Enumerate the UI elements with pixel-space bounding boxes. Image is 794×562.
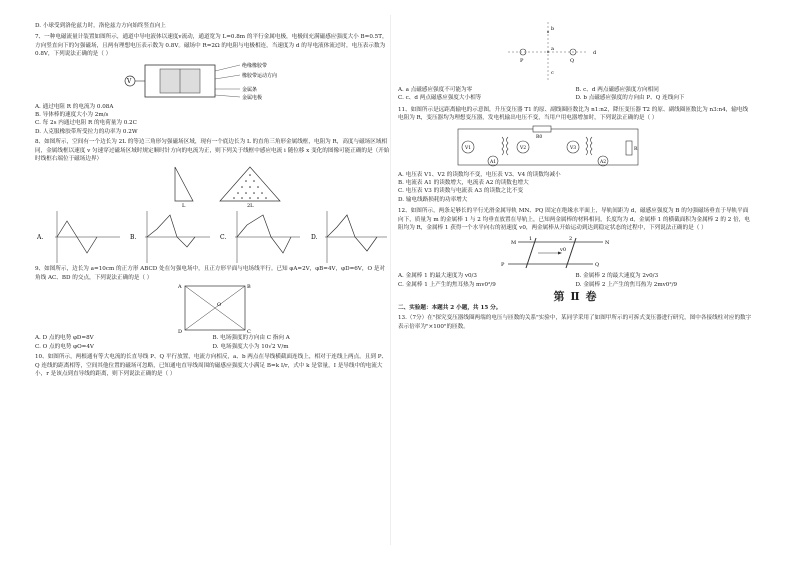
- q10-option-b: B. c、d 两点磁感应强度方向相同: [575, 87, 659, 93]
- graph-c: [220, 211, 300, 263]
- svg-text:A1: A1: [490, 159, 497, 165]
- svg-text:M: M: [511, 240, 517, 247]
- graph-b: [130, 211, 210, 263]
- q10-options-row1: [398, 86, 753, 94]
- q7-fig-label: 橡胶带运动方向: [242, 72, 278, 79]
- graph-d: [311, 211, 387, 263]
- svg-text:V2: V2: [520, 145, 527, 151]
- q8-fig-label: 2L: [247, 203, 254, 208]
- q10-option-c: C. c、d 两点磁感应强度大小相等: [398, 95, 482, 102]
- svg-text:D.: D.: [311, 234, 318, 242]
- q11-text: 11、如图所示是远距离输电的示意图，升压变压器 T1 的原、副线圈匝数比为 n1:n2，降压变压器 T2 的原、副线圈匝数比为 n3:n4，输电线电阻为 R，变压器均为理想变压器，发电机输出电压不变，当用户用电器增加时，下列说法正确的是（ ）: [398, 106, 749, 122]
- svg-text:N: N: [605, 240, 610, 247]
- svg-text:D: D: [178, 329, 183, 335]
- svg-text:2: 2: [569, 236, 573, 243]
- svg-text:1: 1: [529, 236, 533, 243]
- q12-option-c: C. 金属棒 1 上产生的焦耳热为 mv0²/9: [398, 281, 496, 288]
- q7-option-d: D. 人克服橡胶带所受拉力的功率为 0.2W: [35, 128, 138, 135]
- part-title: 第 Ⅱ 卷: [553, 290, 598, 304]
- svg-text:A2: A2: [600, 159, 607, 165]
- q11-option-d: D. 输电线路损耗的功率增大: [398, 196, 468, 203]
- q13-text: 13.（7分）在"探究变压器线圈两端的电压与匝数的关系"实验中，某同学采用了如图甲所示的可拆式变压器进行研究，图中各接线柱对应的数字表示倍率为"×100"的匝数。: [398, 315, 752, 330]
- q8-text: 8、如图所示，空间有一个边长为 2L 的等边三角形匀强磁场区域，现有一个底边长为 L 的直角三角形金属线框，电阻为 R，高度与磁场区域相同，金属线框以速度 v 匀速穿过磁场区域时规定顺时针方向的电流为正，则下列关于线框中感应电流 i 随位移 x 变化的图像可能正确的是（开始时线框右端位于磁场边界）: [35, 139, 390, 163]
- svg-text:P: P: [501, 262, 505, 269]
- q8-fig-label: L: [182, 203, 186, 208]
- q8-figure: [35, 163, 390, 207]
- svg-text:v0: v0: [560, 247, 567, 254]
- svg-text:V1: V1: [465, 145, 472, 151]
- graph-a: [36, 211, 120, 263]
- q9-option-c: C. O 点的电势 φO=4V: [35, 343, 94, 350]
- q11-option-c: C. 电压表 V3 的读数与电流表 A3 的读数之比不变: [398, 188, 524, 195]
- q9-figure: [35, 282, 390, 334]
- svg-text:c: c: [551, 70, 554, 76]
- q7-option-c: C. 每 2s 内通过电阻 R 的电荷量为 0.2C: [35, 120, 137, 127]
- svg-text:A: A: [178, 284, 182, 291]
- q10-figure: [398, 16, 753, 86]
- svg-text:a: a: [551, 46, 554, 52]
- q11-option-b: B. 电流表 A1 的读数增大，电流表 A2 的读数也增大: [398, 180, 529, 187]
- q10-options-row2: [398, 94, 753, 102]
- q12-option-a: A. 金属棒 1 的最大速度为 v0/3: [398, 273, 477, 280]
- svg-text:Q: Q: [595, 262, 600, 269]
- column-divider: [390, 15, 391, 545]
- q12-options-row1: [398, 272, 753, 280]
- svg-text:V: V: [127, 77, 132, 85]
- svg-text:C: C: [247, 329, 251, 335]
- left-column: [35, 22, 390, 378]
- q7-fig-label: 绝缘橡胶带: [242, 62, 268, 69]
- q9-option-a: A. D 点的电势 φD=8V: [35, 335, 94, 342]
- svg-text:B.: B.: [130, 234, 137, 242]
- q12-option-b: B. 金属棒 2 的最大速度为 2v0/3: [575, 273, 659, 280]
- svg-text:A.: A.: [37, 234, 44, 242]
- q9-option-b: B. 电场强度的方向由 C 指向 A: [212, 335, 290, 342]
- svg-text:R0: R0: [536, 134, 543, 140]
- q12-option-d: D. 金属棒 2 上产生的焦耳热为 2mv0²/9: [575, 281, 678, 288]
- right-column: [398, 16, 753, 331]
- q12-text: 12、如图所示，两条足够长的平行光滑金属导轨 MN、PQ 固定在绝缘水平面上，导轨间距为 d，磁感应强度为 B 的匀强磁场垂直于导轨平面向下，质量为 m 的金属棒 1 与 2 均垂直放置在导轨上，已知两金属棒的材料相同，长度均为 d，金属棒 1 的横截面积为金属棒 2 的 2 倍，电阻均为 R，金属棒 1 获得一个水平向右的初速度 v0，两金属棒从开始运动到达到稳定状态的过程中，下列说法正确的是（ ）: [398, 208, 750, 232]
- q9-options-row1: [35, 334, 390, 342]
- q7-figure: [35, 59, 390, 103]
- q11-figure: [398, 123, 753, 171]
- q10-text: 10、如图所示，两根通有等大电流的长直导线 P、Q 平行放置，电流方向相反，a、b 两点在导线横截面连线上，相对于连线上两点。且到 P、Q 连线的距离相等，空间其他位置的磁场可忽略，已知通电直导线周围的磁感应强度大小满足 B=k I/r，式中 k 是常量，I 是导线中的电流大小，r 是该点到直导线的距离，则下列说法正确的是（ ）: [35, 354, 388, 377]
- q9-text: 9、如图所示，边长为 a=10cm 的正方形 ABCD 处在匀强电场中，且正方形平面与电场线平行。已知 φA=2V，φB=4V，φD=6V，O 是对角线 AC、BD 的交点，下列说法正确的是（ ）: [35, 266, 385, 281]
- svg-text:b: b: [551, 26, 555, 32]
- svg-text:O: O: [217, 302, 222, 309]
- svg-text:R: R: [634, 146, 638, 152]
- q9-option-d: D. 电场强度大小为 10√2 V/m: [212, 343, 289, 350]
- svg-text:Q: Q: [570, 58, 575, 64]
- svg-text:B: B: [247, 284, 251, 291]
- top-line: D. 小球受到洛伦兹力时，洛伦兹力方向始终竖直向上: [35, 23, 166, 29]
- q9-options-row2: [35, 343, 390, 351]
- svg-text:d: d: [593, 50, 597, 56]
- section-heading: 二、实验题：本题共 2 小题，共 15 分。: [398, 304, 502, 311]
- q7-fig-label: 金属条: [242, 86, 258, 93]
- svg-text:P: P: [520, 58, 524, 64]
- q11-option-a: A. 电压表 V1、V2 的读数均不变，电压表 V3、V4 的读数均减小: [398, 171, 561, 178]
- q12-figure: [398, 232, 753, 272]
- q7-option-a: A. 通过电阻 R 的电流为 0.08A: [35, 103, 114, 110]
- svg-text:C.: C.: [220, 234, 227, 242]
- svg-text:V3: V3: [570, 145, 577, 151]
- q12-options-row2: [398, 281, 753, 289]
- q7-option-b: B. 导体棒的速度大小为 2m/s: [35, 112, 109, 119]
- q10-option-a: A. a 点磁感应强度不可能为零: [398, 87, 473, 93]
- q7-text: 7、一种电磁流量计装置如图所示，通道中导电液体以速度v流动，通道宽为 L=0.8m 的平行金属电极，电极间充满磁感应强度大小 B=0.5T，方向竖直向下的匀强磁场，且两有理想电压表示数为 0.8V。磁场中 R=2Ω 的电阻与电极相连，当速度为 d 的导电液体流过时，电压表示数为 0.8V，下列说法正确的是（ ）: [35, 34, 388, 58]
- q7-fig-label: 金属电极: [242, 94, 263, 101]
- q10-option-d: D. b 点磁感应强度的方向由 P、Q 连线向下: [575, 95, 685, 102]
- q8-option-graphs: [35, 207, 390, 265]
